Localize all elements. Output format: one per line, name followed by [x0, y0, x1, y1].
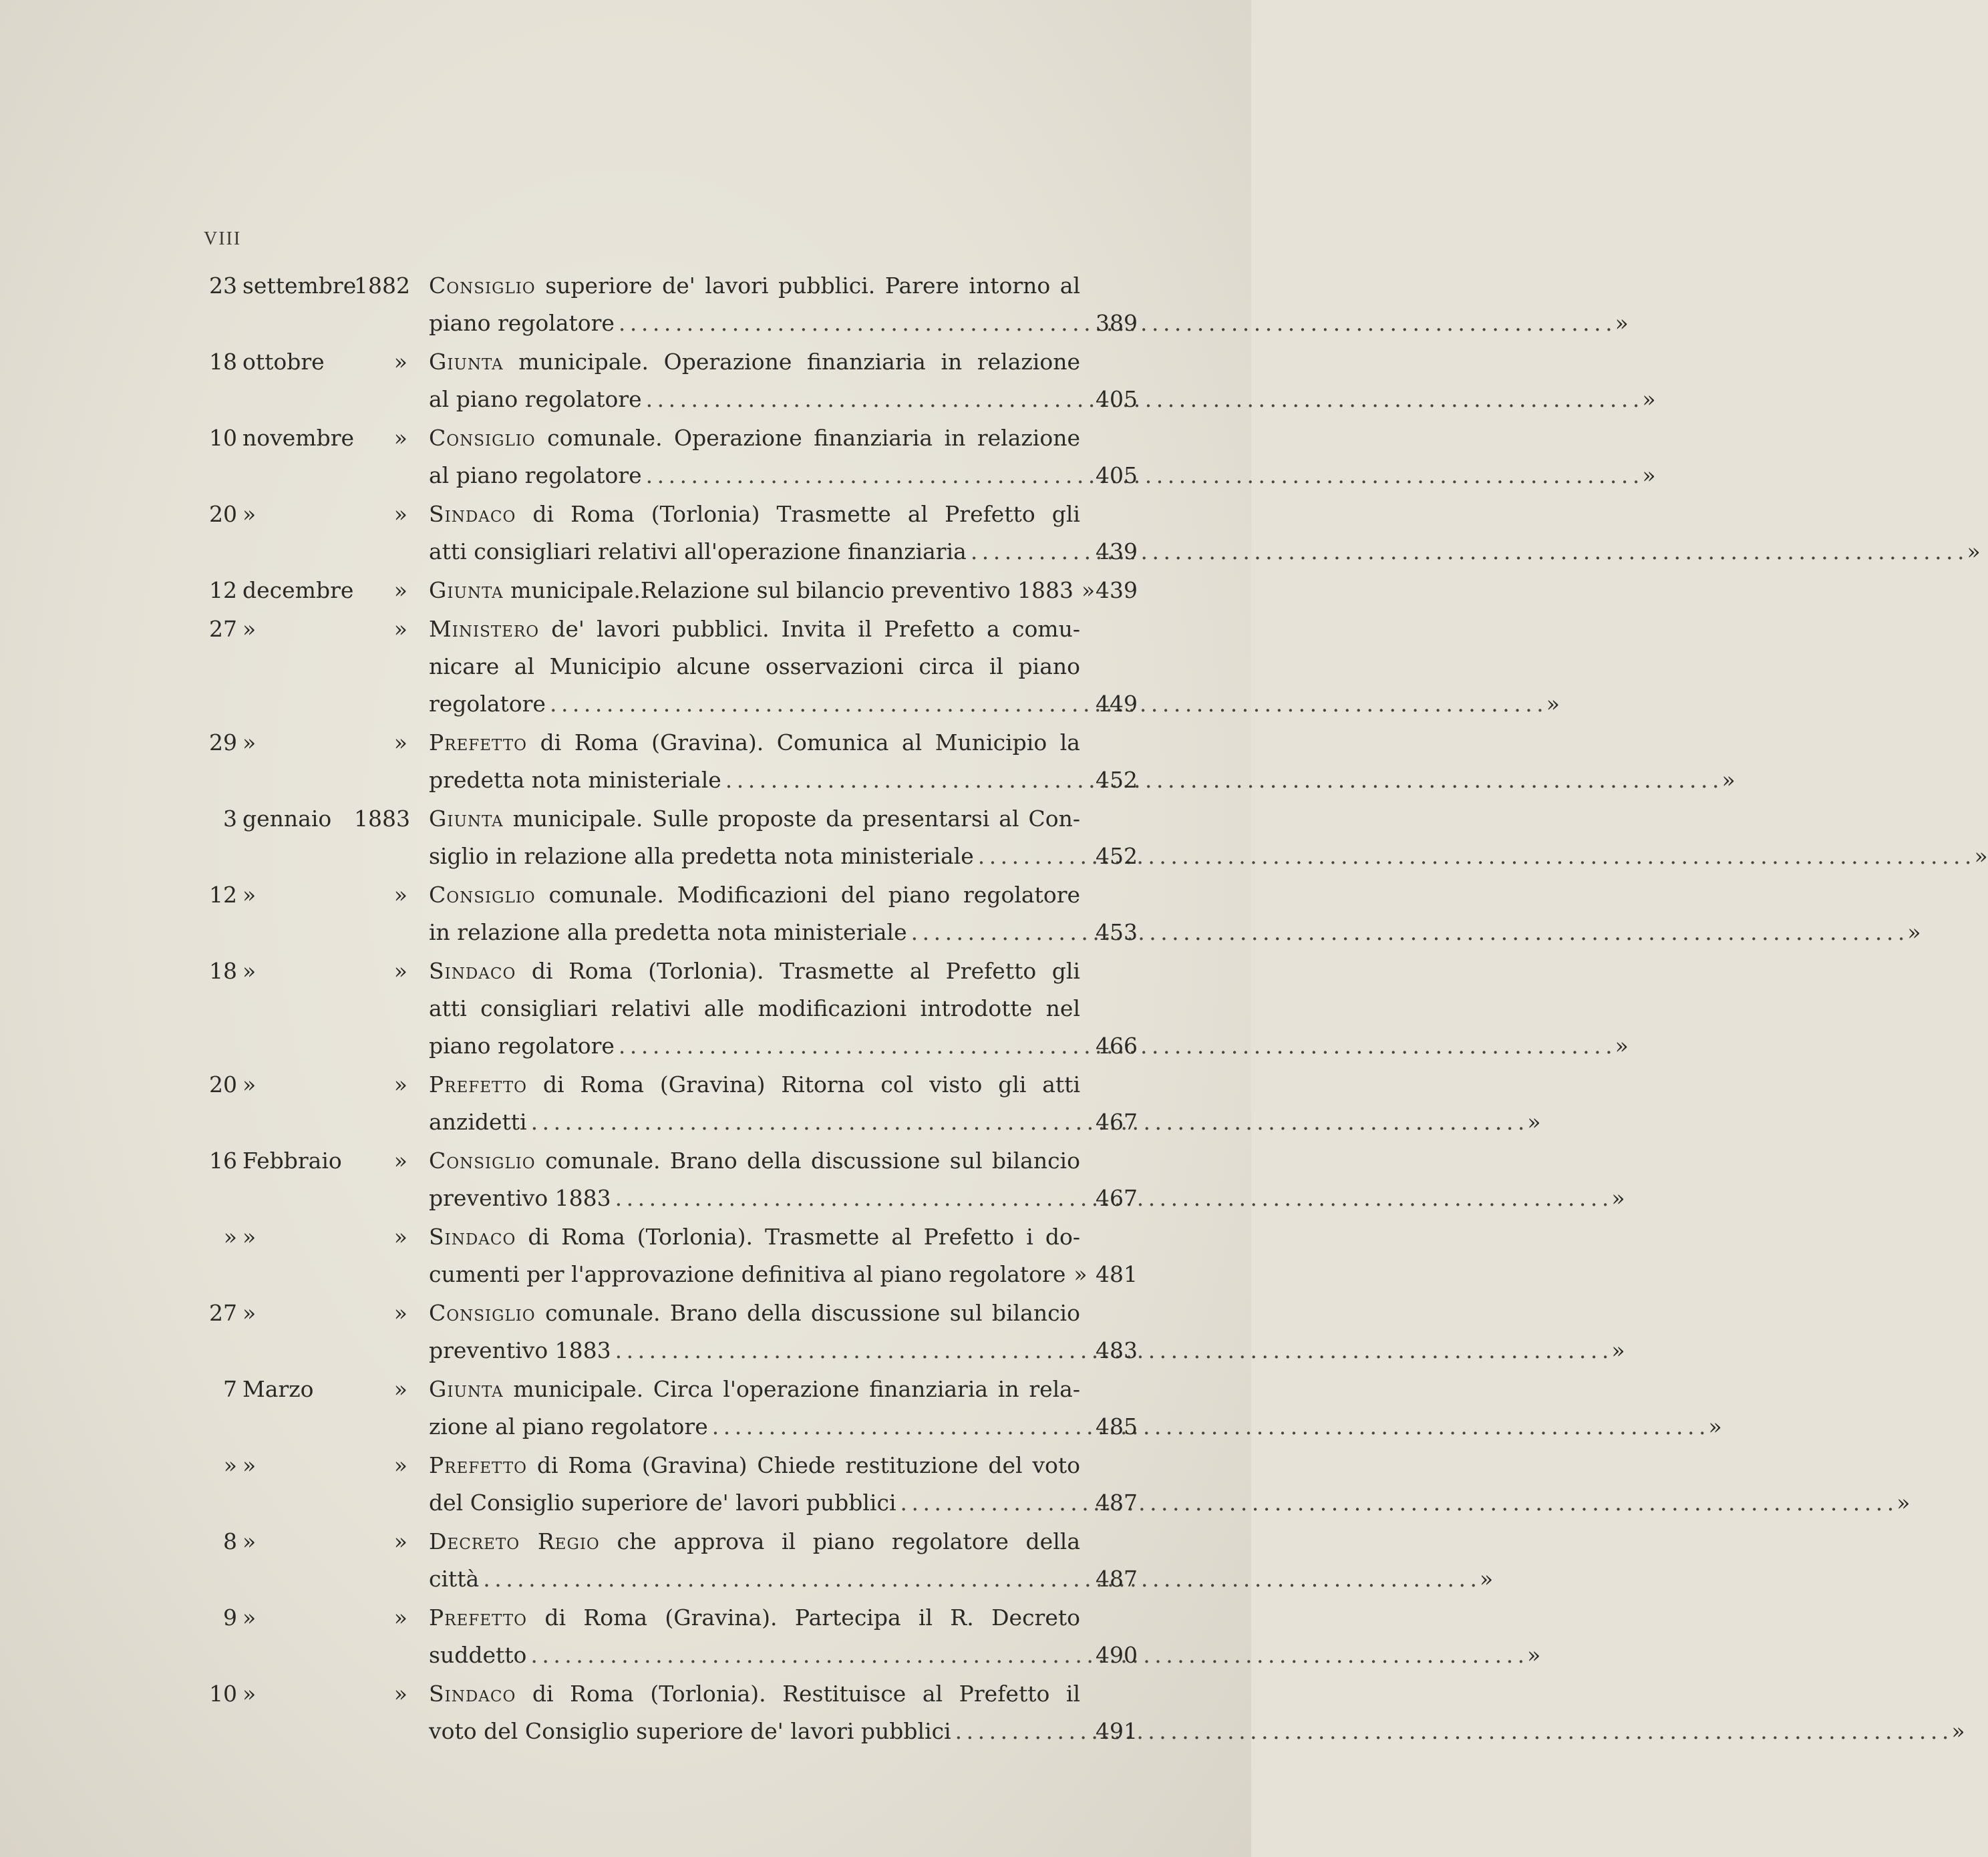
entry-day: 29	[209, 729, 237, 755]
entry-year: »	[393, 958, 407, 984]
ditto-mark: »	[1708, 1413, 1722, 1440]
entry-line-text	[429, 572, 1073, 609]
entry-line-content: cumenti per l'approvazione definitiva al piano regolatore	[429, 1261, 1066, 1287]
entry-day: 12	[209, 882, 237, 908]
entry-description	[429, 1218, 1088, 1293]
entry-year: »	[393, 1681, 407, 1707]
entry-line-text	[429, 1148, 1080, 1174]
entry-line-text	[429, 1560, 479, 1598]
entry-line	[429, 990, 1080, 1027]
entry-line-text	[429, 1528, 1080, 1554]
entry-page-ref: 453	[1096, 919, 1138, 945]
entry-page-ref: 487	[1096, 1566, 1138, 1592]
entry-line	[429, 611, 1080, 648]
entry-day: 27	[209, 616, 237, 642]
entry-page-ref: 467	[1096, 1109, 1138, 1135]
entry-day: 16	[209, 1148, 237, 1174]
entry-line-content: comunale. Brano della discussione sul bilancio	[545, 1148, 1080, 1174]
entry-year: »	[393, 349, 407, 375]
entry-line	[429, 1599, 1080, 1637]
entry-line	[429, 1256, 1088, 1293]
entry-line-content: piano regolatore	[429, 310, 615, 336]
entry-page-ref: 483	[1096, 1337, 1138, 1363]
entry-line-text	[429, 958, 1080, 984]
entry-line-content: di Roma (Torlonia). Trasmette al Prefetto gli	[531, 958, 1080, 984]
ditto-mark: »	[1907, 919, 1921, 945]
entry-page-ref: 439	[1096, 538, 1138, 564]
entry-page-ref: 490	[1096, 1642, 1138, 1668]
entry-month: settembre	[242, 273, 357, 299]
entry-month: »	[242, 616, 257, 642]
entry-line-content: superiore de' lavori pubblici. Parere intorno al	[545, 273, 1080, 299]
entry-line-content: di Roma (Torlonia) Trasmette al Prefetto gli	[532, 501, 1080, 527]
entry-page-ref: 467	[1096, 1185, 1138, 1211]
entry-line	[429, 1066, 1080, 1104]
ditto-mark: »	[1615, 1033, 1629, 1059]
entry-line-text	[429, 1681, 1080, 1707]
entry-lead-word: Ministero	[429, 616, 540, 642]
dot-leader	[712, 1408, 1705, 1446]
entry-line-content: municipale. Operazione finanziaria in relazione	[518, 349, 1080, 375]
entry-page-ref: 405	[1096, 386, 1138, 412]
ditto-mark: »	[1082, 577, 1096, 603]
entry-line-content: regolatore	[429, 691, 546, 717]
entry-year: »	[393, 1071, 407, 1098]
dot-leader	[646, 381, 1639, 418]
entry-month: »	[242, 882, 257, 908]
entry-line-content: al piano regolatore	[429, 462, 642, 488]
entry-line-content: nicare al Municipio alcune osservazioni circa il piano	[429, 653, 1080, 679]
entry-line	[429, 1218, 1080, 1256]
entry-line-text	[429, 838, 974, 875]
dot-leader	[550, 685, 1542, 723]
ditto-mark: »	[1967, 538, 1981, 564]
ditto-mark: »	[1615, 310, 1629, 336]
entry-line-content: municipale.Relazione sul bilancio preventivo 1883	[510, 577, 1074, 603]
entry-month: »	[242, 1452, 257, 1478]
entry-line	[429, 267, 1080, 305]
entry-month: decembre	[242, 577, 354, 603]
ditto-mark: »	[1479, 1566, 1494, 1592]
entry-lead-word: Giunta	[429, 577, 504, 603]
entry-line-text	[429, 1071, 1080, 1098]
entry-line-content: di Roma (Gravina). Comunica al Municipio la	[540, 729, 1080, 755]
entry-line-text	[429, 1027, 615, 1065]
entry-page-ref: 439	[1096, 577, 1138, 603]
entry-line-text	[429, 762, 721, 799]
entry-line-content: comunale. Brano della discussione sul bilancio	[545, 1300, 1080, 1326]
entry-line	[429, 953, 1080, 990]
entry-month: »	[242, 1528, 257, 1554]
entry-month: »	[242, 729, 257, 755]
entry-line-text	[429, 1408, 708, 1446]
entry-month: »	[242, 958, 257, 984]
entry-line-text	[429, 1332, 611, 1369]
entry-page-ref: 389	[1096, 310, 1138, 336]
entry-day: 9	[223, 1605, 237, 1631]
entry-line-content: del Consiglio superiore de' lavori pubblici	[429, 1490, 896, 1516]
entry-day: 18	[209, 349, 237, 375]
entry-page-ref: 491	[1096, 1718, 1138, 1744]
entry-line	[429, 496, 1080, 533]
entry-line	[429, 1447, 1080, 1484]
entry-lead-word: Sindaco	[429, 1224, 516, 1250]
ditto-mark: »	[1951, 1718, 1965, 1744]
entry-line-text	[429, 729, 1080, 755]
entry-lead-word: Prefetto	[429, 1605, 528, 1631]
entry-line-text	[429, 425, 1080, 451]
entry-lead-word: Sindaco	[429, 958, 516, 984]
ditto-mark: »	[1073, 1261, 1088, 1287]
entry-line-content: municipale. Circa l'operazione finanziaria in rela-	[513, 1376, 1080, 1402]
entry-day: 7	[223, 1376, 237, 1402]
dot-leader	[725, 762, 1718, 799]
entry-day: 23	[209, 273, 237, 299]
entry-line-content: città	[429, 1566, 480, 1592]
entry-day: 20	[209, 1071, 237, 1098]
entry-line-content: preventivo 1883	[429, 1337, 611, 1363]
entry-year: »	[393, 577, 407, 603]
entry-line-text	[429, 806, 1080, 832]
dot-leader	[900, 1484, 1893, 1522]
entry-line-content: di Roma (Torlonia). Restituisce al Prefetto il	[532, 1681, 1081, 1707]
entry-year: »	[393, 501, 407, 527]
entry-line-text	[429, 1256, 1065, 1293]
ditto-mark: »	[1896, 1490, 1911, 1516]
entry-day: 20	[209, 501, 237, 527]
entry-year: »	[393, 729, 407, 755]
entry-lead-word: Giunta	[429, 349, 504, 375]
entry-day: »	[223, 1452, 237, 1478]
ditto-mark: »	[1721, 767, 1735, 793]
entry-month: Marzo	[242, 1376, 314, 1402]
entry-line-content: comunale. Operazione finanziaria in relazione	[547, 425, 1080, 451]
entry-day: 27	[209, 1300, 237, 1326]
entry-line-text	[429, 914, 907, 951]
entry-month: ottobre	[242, 349, 325, 375]
entry-line-content: predetta nota ministeriale	[429, 767, 721, 793]
entry-lead-word: Giunta	[429, 1376, 504, 1402]
entry-month: novembre	[242, 425, 355, 451]
entry-page-ref: 449	[1096, 691, 1138, 717]
entry-year: 1882	[354, 273, 410, 299]
entry-line-text	[429, 1484, 896, 1522]
dot-leader	[530, 1637, 1523, 1674]
entry-day: 10	[209, 425, 237, 451]
entry-year: »	[393, 425, 407, 451]
entry-year: »	[393, 882, 407, 908]
entry-line-content: siglio in relazione alla predetta nota ministeriale	[429, 843, 974, 869]
entry-day: 8	[223, 1528, 237, 1554]
entry-page-ref: 405	[1096, 462, 1138, 488]
entry-day: 12	[209, 577, 237, 603]
entry-line-text	[429, 616, 1080, 642]
entry-year: »	[393, 1376, 407, 1402]
entry-line-text	[429, 349, 1080, 375]
entry-page-ref: 481	[1096, 1261, 1138, 1287]
entry-line-text	[429, 1180, 611, 1217]
entry-year: »	[393, 616, 407, 642]
entry-line-content: di Roma (Gravina) Ritorna col visto gli atti	[542, 1071, 1080, 1098]
entry-lead-word: Consiglio	[429, 1148, 536, 1174]
entry-lead-word: Decreto Regio	[429, 1528, 600, 1554]
entry-line	[429, 876, 1080, 914]
ditto-mark: »	[1527, 1109, 1541, 1135]
entry-line-text	[429, 653, 1080, 679]
entry-page-ref: 452	[1096, 767, 1138, 793]
entry-line-content: zione al piano regolatore	[429, 1413, 708, 1440]
entry-lead-word: Sindaco	[429, 501, 516, 527]
entry-description	[429, 572, 1096, 609]
ditto-mark: »	[1527, 1642, 1541, 1668]
entry-page-ref: 452	[1096, 843, 1138, 869]
entry-line-text	[429, 305, 615, 342]
dot-leader	[646, 457, 1639, 494]
entry-line-text	[429, 1104, 527, 1141]
entry-month: »	[242, 501, 257, 527]
entry-line	[429, 1675, 1080, 1713]
entry-line-content: atti consigliari relativi alle modificazioni introdotte nel	[429, 995, 1080, 1021]
entry-line-content: municipale. Sulle proposte da presentarsi al Con-	[512, 806, 1081, 832]
entry-line-content: in relazione alla predetta nota ministeriale	[429, 919, 907, 945]
entry-line-content: al piano regolatore	[429, 386, 642, 412]
entry-line-text	[429, 1637, 526, 1674]
entry-line-text	[429, 1605, 1080, 1631]
entry-lead-word: Giunta	[429, 806, 504, 832]
entry-day: 18	[209, 958, 237, 984]
entry-month: »	[242, 1224, 257, 1250]
entry-line	[429, 1295, 1080, 1332]
entry-line-content: preventivo 1883	[429, 1185, 611, 1211]
entry-line-content: di Roma (Gravina) Chiede restituzione del voto	[536, 1452, 1080, 1478]
entry-line-content: di Roma (Gravina). Partecipa il R. Decreto	[544, 1605, 1080, 1631]
ditto-mark: »	[1546, 691, 1560, 717]
dot-leader	[911, 914, 1904, 951]
entry-month: »	[242, 1071, 257, 1098]
entry-month: gennaio	[242, 806, 332, 832]
entry-line-text	[429, 533, 967, 570]
entry-line	[429, 724, 1080, 762]
entry-line	[429, 343, 1080, 381]
entry-line	[429, 648, 1080, 685]
ditto-mark: »	[1611, 1185, 1625, 1211]
entry-lead-word: Consiglio	[429, 882, 536, 908]
entry-month: Febbraio	[242, 1148, 342, 1174]
entry-line-text	[429, 1713, 951, 1750]
entry-month: »	[242, 1681, 257, 1707]
entry-day: 3	[223, 806, 237, 832]
dot-leader	[483, 1560, 1476, 1598]
entry-month: »	[242, 1300, 257, 1326]
entry-lead-word: Sindaco	[429, 1681, 516, 1707]
entry-line-content: atti consigliari relativi all'operazione finanziaria	[429, 538, 967, 564]
ditto-mark: »	[1611, 1337, 1625, 1363]
entry-line-content: che approva il piano regolatore della	[617, 1528, 1080, 1554]
entry-page-ref: 466	[1096, 1033, 1138, 1059]
ditto-mark: »	[1974, 843, 1988, 869]
entry-page-ref: 487	[1096, 1490, 1138, 1516]
entry-year: »	[393, 1452, 407, 1478]
entry-day: 10	[209, 1681, 237, 1707]
entry-lead-word: Consiglio	[429, 425, 536, 451]
entry-line-text	[429, 1224, 1080, 1250]
entry-line-text	[429, 1376, 1080, 1402]
entry-line-text	[429, 685, 546, 723]
entry-line-content: suddetto	[429, 1642, 527, 1668]
entry-line	[429, 419, 1080, 457]
page-number: VIII	[204, 228, 242, 249]
entry-line-content: piano regolatore	[429, 1033, 615, 1059]
entry-year: 1883	[354, 806, 410, 832]
entry-line	[429, 1142, 1080, 1180]
entry-line-content: anzidetti	[429, 1109, 527, 1135]
entry-line	[429, 1371, 1080, 1408]
entry-lead-word: Prefetto	[429, 1452, 528, 1478]
entry-line	[429, 800, 1080, 838]
entry-line-text	[429, 457, 642, 494]
entry-lead-word: Consiglio	[429, 273, 536, 299]
entry-line-content: de' lavori pubblici. Invita il Prefetto a comu-	[551, 616, 1081, 642]
entry-year: »	[393, 1300, 407, 1326]
entry-year: »	[393, 1224, 407, 1250]
dot-leader	[531, 1104, 1524, 1141]
entry-lead-word: Prefetto	[429, 1071, 528, 1098]
entry-day: »	[223, 1224, 237, 1250]
ditto-mark: »	[1642, 462, 1656, 488]
entry-page-ref: 485	[1096, 1413, 1138, 1440]
ditto-mark: »	[1642, 386, 1656, 412]
entry-year: »	[393, 1605, 407, 1631]
entry-year: »	[393, 1528, 407, 1554]
entry-line-text	[429, 501, 1080, 527]
entry-line-content: di Roma (Torlonia). Trasmette al Prefetto i do-	[528, 1224, 1080, 1250]
entry-lead-word: Consiglio	[429, 1300, 536, 1326]
entry-line-content: voto del Consiglio superiore de' lavori pubblici	[429, 1718, 951, 1744]
entry-line-text	[429, 381, 642, 418]
entry-line-text	[429, 995, 1080, 1021]
entry-line	[429, 1523, 1080, 1560]
entry-line-text	[429, 1452, 1080, 1478]
entry-line	[429, 572, 1096, 609]
entry-line-text	[429, 1300, 1080, 1326]
entry-line-text	[429, 882, 1080, 908]
entry-line-text	[429, 273, 1080, 299]
entry-year: »	[393, 1148, 407, 1174]
entry-month: »	[242, 1605, 257, 1631]
entry-lead-word: Prefetto	[429, 729, 528, 755]
entry-line-content: comunale. Modificazioni del piano regolatore	[548, 882, 1080, 908]
